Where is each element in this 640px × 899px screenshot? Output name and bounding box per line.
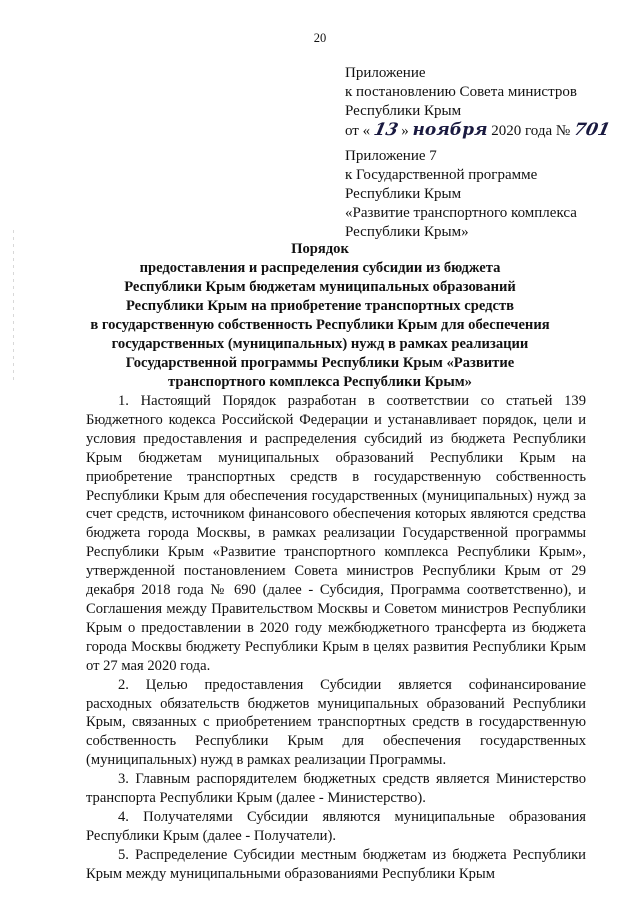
handwritten-doc-number: 701	[571, 120, 612, 140]
title-line: Республики Крым на приобретение транспортных средств	[125, 298, 515, 314]
appendix-7-line: Приложение 7	[345, 148, 437, 164]
appendix-header-line: Республики Крым	[345, 103, 462, 119]
appendix-7-line: Республики Крым»	[345, 224, 469, 240]
paragraph-5: 5. Распределение Субсидии местным бюджетам из бюджета Республики Крым между муниципальными образованиями Республики Крым	[86, 846, 586, 882]
paragraph-4: 4. Получателями Субсидии являются муниципальные образования Республики Крым (далее - Получатели).	[86, 808, 586, 844]
title-line: транспортного комплекса Республики Крым»	[168, 374, 472, 390]
appendix-7-line: Республики Крым	[345, 186, 462, 202]
appendix-date-line	[345, 121, 620, 141]
appendix-7-line: «Развитие транспортного комплекса	[345, 205, 577, 221]
document-body	[86, 392, 586, 884]
appendix-header-line: к постановлению Совета министров	[345, 84, 577, 100]
document-title	[60, 240, 580, 392]
paragraph-3: 3. Главным распорядителем бюджетных средств является Министерство транспорта Республики Крым (далее - Министерство).	[86, 771, 586, 807]
title-line: государственных (муниципальных) нужд в рамках реализации	[111, 336, 529, 352]
title-line: Республики Крым бюджетам муниципальных образований	[124, 279, 516, 295]
title-line: Порядок	[291, 241, 349, 257]
handwritten-month: ноября	[412, 120, 488, 140]
paragraph-1: 1. Настоящий Порядок разработан в соответствии со статьей 139 Бюджетного кодекса Российской Федерации и устанавливает порядок, цели и условия предоставления и распределения субсидий из бюджета Республики Крым бюджетам муниципальных образований Республики Крым на приобретение транспортных средств в государственную собственность Республики Крым для обеспечения государственных (муниципальных) нужд за счет средств, источником финансового обеспечения которых являются средства бюджета города Москвы, в рамках реализации Государственной программы Республики Крым «Развитие транспортного комплекса Республики Крым», утвержденной постановлением Совета министров Республики Крым от 29 декабря 2018 года № 690 (далее - Субсидия, Программа соответственно), и Соглашения между Правительством Москвы и Советом министров Республики Крым о предоставлении в 2020 году межбюджетного трансферта из бюджета города Москвы бюджету Республики Крым в целях развития Республики Крым от 27 мая 2020 года.	[86, 393, 586, 674]
paragraph-2: 2. Целью предоставления Субсидии является софинансирование расходных обязательств бюджетов муниципальных образований Республики Крым, связанных с приобретением транспортных средств в государственную собственность Республики Крым для обеспечения государственных (муниципальных) нужд в рамках реализации Программы.	[86, 676, 586, 769]
appendix-header	[345, 64, 620, 141]
scan-edge-mark	[13, 230, 14, 380]
date-mid: »	[401, 123, 409, 139]
appendix-header-line: Приложение	[345, 65, 426, 81]
title-line: в государственную собственность Республики Крым для обеспечения	[90, 317, 550, 333]
page-number: 20	[313, 31, 327, 45]
handwritten-day: 13	[371, 120, 400, 140]
date-prefix: от «	[345, 123, 371, 139]
title-line: предоставления и распределения субсидии из бюджета	[139, 260, 501, 276]
title-line: Государственной программы Республики Крым «Развитие	[125, 355, 515, 371]
appendix-7-line: к Государственной программе	[345, 167, 538, 183]
appendix-7-header	[345, 147, 620, 242]
date-year: 2020 года №	[491, 123, 571, 139]
